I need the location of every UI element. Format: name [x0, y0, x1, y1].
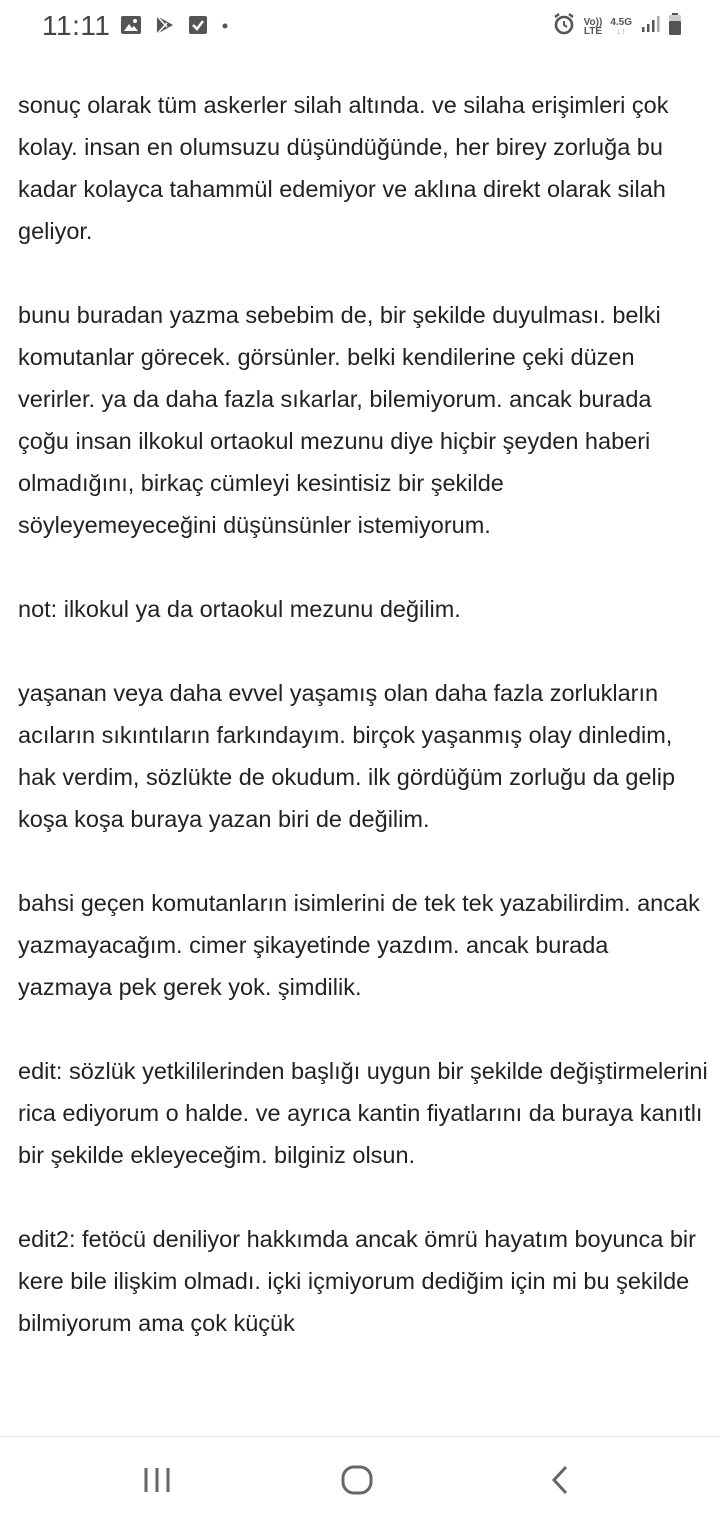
entry-content [18, 84, 708, 1386]
navigation-bar [0, 1436, 720, 1521]
alarm-icon [552, 12, 576, 41]
volte-label-top: Vo)) [583, 16, 603, 28]
status-bar [0, 0, 720, 56]
entry-paragraph: sonuç olarak tüm askerler silah altında. ve silaha erişimleri çok kolay. insan en olumsuzu düşündüğünde, her birey zorluğa bu kadar kolayca tahammül edemiyor ve aklına direkt olarak silah geliyor. [18, 92, 669, 244]
network-4g-icon: 4.5G ↓↑ [610, 16, 632, 36]
play-store-icon [154, 14, 176, 36]
status-notification-icons [120, 14, 230, 36]
checkbox-icon [188, 15, 208, 35]
entry-paragraph: bahsi geçen komutanların isimlerini de tek tek yazabilirdim. ancak yazmayacağım. cimer şikayetinde yazdım. ancak burada yazmaya pek gerek yok. şimdilik. [18, 890, 700, 1000]
dot-icon [220, 15, 230, 35]
entry-paragraph: edit2: fetöcü deniliyor hakkımda ancak ömrü hayatım boyunca bir kere bile ilişkim olmadı. içki içmiyorum dediğim için mi bu şekilde bilmiyorum ama çok küçük [18, 1226, 696, 1336]
home-icon[interactable] [337, 1463, 377, 1497]
entry-paragraph: yaşanan veya daha evvel yaşamış olan daha fazla zorlukların acıların sıkıntıların farkındayım. birçok yaşanmış olay dinledim, hak verdim, sözlükte de okudum. ilk gördüğüm zorluğu da gelip koşa koşa buraya yazan biri de değilim. [18, 680, 676, 832]
entry-paragraph: bunu buradan yazma sebebim de, bir şekilde duyulması. belki komutanlar görecek. görsünler. belki kendilerine çeki düzen verirler. ya da daha fazla sıkarlar, bilemiyorum. ancak burada çoğu insan ilkokul ortaokul mezunu diye hiçbir şeyden haberi olmadığını, birkaç cümleyi kesintisiz bir şekilde söyleyemeyeceğini düşünsünler istemiyorum. [18, 302, 661, 538]
battery-icon [668, 12, 682, 41]
entry-paragraph: not: ilkokul ya da ortaokul mezunu değilim. [18, 596, 461, 622]
status-time: 11:11 [42, 10, 111, 41]
volte-icon [584, 18, 603, 36]
signal-icon [640, 14, 660, 39]
image-icon [120, 15, 142, 35]
back-icon[interactable] [540, 1463, 580, 1497]
network-label: 4.5G [610, 16, 632, 28]
recent-apps-icon[interactable] [138, 1463, 178, 1497]
status-system-icons [552, 12, 682, 41]
entry-paragraph: edit: sözlük yetkililerinden başlığı uygun bir şekilde değiştirmelerini rica ediyorum o halde. ve ayrıca kantin fiyatlarını da buraya kanıtlı bir şekilde ekleyeceğim. bilginiz olsun. [18, 1058, 708, 1168]
volte-label-bottom: LTE [583, 25, 603, 37]
